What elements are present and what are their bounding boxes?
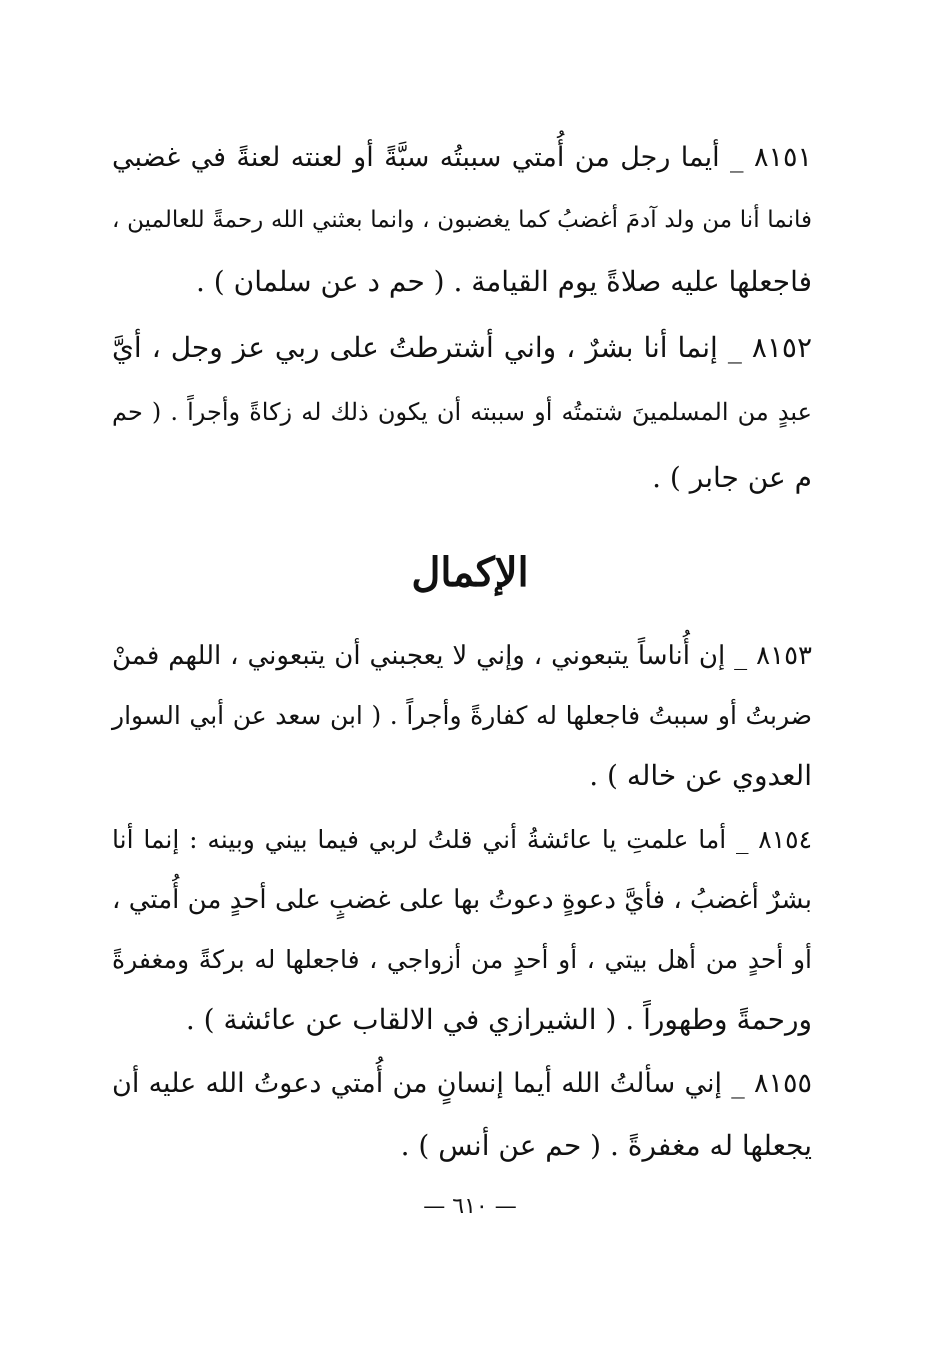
hadith-8151-line-1: ٨١٥١ _ أيما رجل من أُمتي سببتُه سبَّةً أو لعنته لعنةً في غضبي bbox=[112, 142, 812, 173]
hadith-8151-line-3: فاجعلها عليه صلاةً يوم القيامة . ( حم د عن سلمان ) . bbox=[196, 265, 812, 298]
hadith-8153-line-1: ٨١٥٣ _ إن أُناساً يتبعوني ، وإني لا يعجبني أن يتبعوني ، اللهم فمنْ bbox=[112, 641, 812, 671]
hadith-8154-line-4: ورحمةً وطهوراً . ( الشيرازي في الالقاب عن عائشة ) . bbox=[185, 1003, 812, 1036]
hadith-8154-line-1: ٨١٥٤ _ أما علمتِ يا عائشةُ أني قلتُ لربي فيما بيني وبينه : إنما أنا bbox=[112, 825, 812, 854]
hadith-8152-line-3: م عن جابر ) . bbox=[652, 461, 812, 494]
hadith-8151-line-2: فانما أنا من ولد آدمَ أغضبُ كما يغضبون ، وانما بعثني الله رحمةً للعالمين ، bbox=[112, 207, 812, 233]
hadith-8155-line-1: ٨١٥٥ _ إني سألتُ الله أيما إنسانٍ من أُمتي دعوتُ الله عليه أن bbox=[112, 1068, 812, 1099]
page-number: — ٦١٠ — bbox=[423, 1194, 517, 1219]
hadith-8153-line-3: العدوي عن خاله ) . bbox=[589, 759, 812, 792]
hadith-8155-line-2: يجعلها له مغفرةً . ( حم عن أنس ) . bbox=[400, 1129, 812, 1162]
hadith-8154-line-3: أو أحدٍ من أهل بيتي ، أو أحدٍ من أزواجي ، فاجعلها له بركةً ومغفرةً bbox=[112, 945, 812, 974]
hadith-8152-line-2: عبدٍ من المسلمينَ شتمتُه أو سببته أن يكون ذلك له زكاةً وأجراً . ( حم bbox=[112, 398, 812, 426]
hadith-8154-line-2: بشرٌ أغضبُ ، فأيَّ دعوةٍ دعوتُ بها على غضبٍ على أحدٍ من أُمتي ، bbox=[112, 885, 812, 915]
hadith-8153-line-2: ضربتُ أو سببتُ فاجعلها له كفارةً وأجراً . ( ابن سعد عن أبي السوار bbox=[112, 701, 812, 730]
section-heading: الإكمال bbox=[411, 549, 529, 596]
hadith-8152-line-1: ٨١٥٢ _ إنما أنا بشرٌ ، واني أشترطتُ على ربي عز وجل ، أيَّ bbox=[112, 331, 812, 364]
